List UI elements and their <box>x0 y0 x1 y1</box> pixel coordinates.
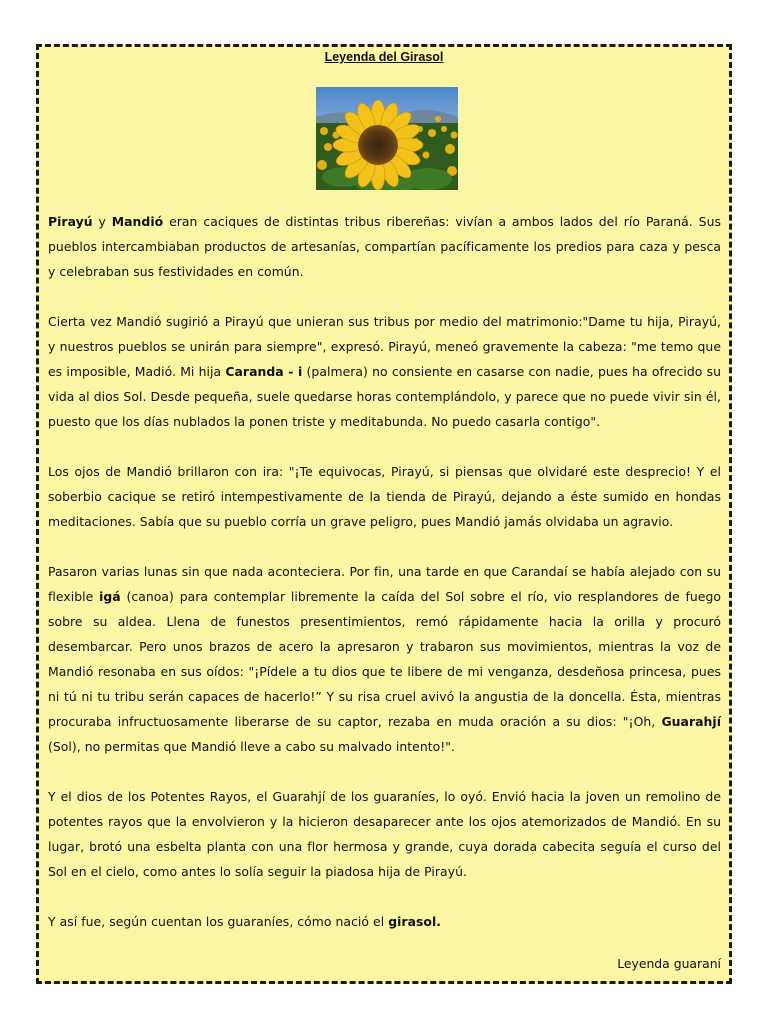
paragraph-4 <box>48 559 721 759</box>
legend-page <box>36 44 732 984</box>
text-span: eran caciques de distintas tribus ribereñas: vivían a ambos lados del río Paraná. Sus pueblos intercambiaban productos de artesanías, compartían pacíficamente los predios para caza y pesca y celebraban sus festividades en común. <box>48 214 721 279</box>
name-caranda-i: Caranda - i <box>225 364 303 379</box>
text-span: (palmera) no consiente en casarse con nadie, pues ha ofrecido su vida al dios Sol. Desde pequeña, suele quedarse horas contemplándolo, y parece que no puede vivir sin él, puesto que los días nublados la ponen triste y meditabunda. No puedo casarla contigo". <box>48 364 721 429</box>
name-guarahji: Guarahjí <box>661 714 721 729</box>
signature: Leyenda guaraní <box>617 956 721 971</box>
name-mandio: Mandió <box>111 214 164 229</box>
paragraph-2 <box>48 309 721 434</box>
text-span: y <box>92 214 112 229</box>
sunflower-photo <box>316 87 458 190</box>
text-span: Pasaron varias lunas sin que nada aconteciera. Por fin, una tarde en que Carandaí se había alejado con su flexible <box>48 564 721 604</box>
paragraph-5: Y el dios de los Potentes Rayos, el Guarahjí de los guaraníes, lo oyó. Envió hacia la joven un remolino de potentes rayos que la envolvieron y la hicieron desaparecer ante los ojos atemorizados de Mandió. En su lugar, brotó una esbelta planta con una flor hermosa y grande, cuya dorada cabecita seguía el curso del Sol en el cielo, como antes lo solía seguir la piadosa hija de Pirayú. <box>48 789 721 879</box>
paragraph-6 <box>48 909 721 934</box>
word-girasol: girasol. <box>388 914 442 929</box>
word-iga: igá <box>99 589 121 604</box>
text-span: (canoa) para contemplar libremente la caída del Sol sobre el río, vio resplandores de fuego sobre su aldea. Llena de funestos presentimientos, remó rápidamente hacia la orilla y procuró desembarcar. Pero unos brazos de acero la apresaron y trabaron sus movimientos, mientras la voz de Mandió resonaba en sus oídos: "¡Pídele a tu dios que te libere de mi venganza, desdeñosa princesa, pues ni tú ni tu tribu serán capaces de hacerlo!” Y su risa cruel avivó la angustia de la doncella. Ésta, mientras procuraba infructuosamente liberarse de su captor, rezaba en muda oración a su dios: "¡Oh, <box>48 589 721 729</box>
name-pirayu: Pirayú <box>48 214 93 229</box>
text-span: Y así fue, según cuentan los guaraníes, cómo nació el <box>48 914 389 929</box>
text-span: (Sol), no permitas que Mandió lleve a cabo su malvado intento!". <box>48 739 456 754</box>
legend-body <box>48 209 721 959</box>
text-span: Cierta vez Mandió sugirió a Pirayú que unieran sus tribus por medio del matrimonio:"Dame tu hija, Pirayú, y nuestros pueblos se unirán para siempre", expresó. Pirayú, meneó gravemente la cabeza: "me temo que es imposible, Madió. Mi hija <box>48 314 721 379</box>
paragraph-3: Los ojos de Mandió brillaron con ira: "¡Te equivocas, Pirayú, si piensas que olvidaré este desprecio! Y el soberbio cacique se retiró intempestivamente de la tienda de Pirayú, dejando a éste sumido en hondas meditaciones. Sabía que su pueblo corría un grave peligro, pues Mandió jamás olvidaba un agravio. <box>48 464 721 529</box>
paragraph-1 <box>48 209 721 284</box>
page-title: Leyenda del Girasol <box>324 50 444 64</box>
